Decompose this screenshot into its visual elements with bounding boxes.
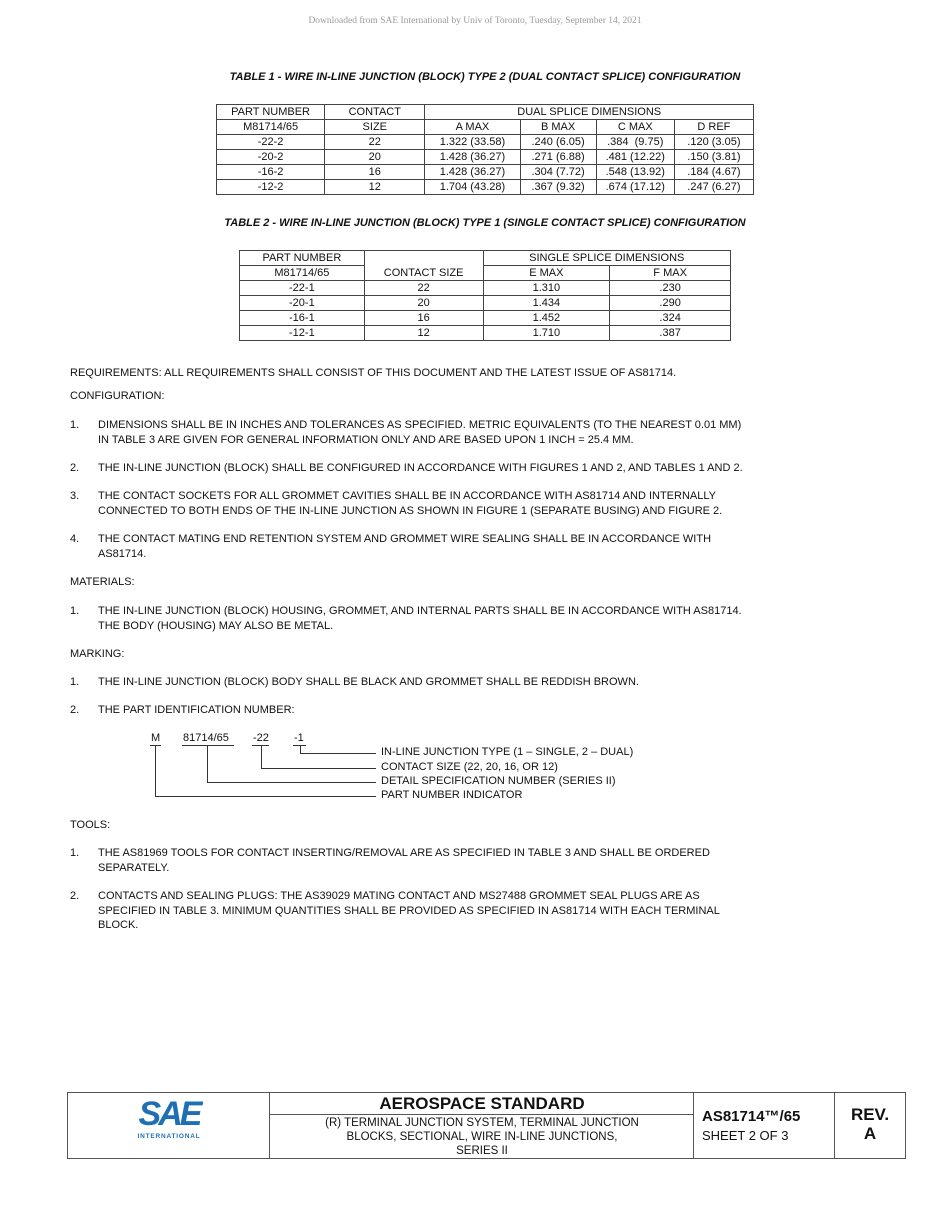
materials-heading: MATERIALS: — [70, 576, 135, 588]
config-item-1-line-2: IN TABLE 3 ARE GIVEN FOR GENERAL INFORMATION ONLY AND ARE BASED UPON 1 INCH = 25.4 MM. — [98, 433, 634, 446]
table1-header-contact-size: SIZE — [325, 120, 425, 135]
table-cell: 12 — [364, 326, 483, 341]
document-number: AS81714™/65 — [702, 1108, 801, 1125]
table-cell: -16-1 — [240, 311, 365, 326]
config-item-3 — [98, 489, 858, 518]
requirements-text: REQUIREMENTS: ALL REQUIREMENTS SHALL CONSIST OF THIS DOCUMENT AND THE LATEST ISSUE OF AS81714. — [70, 367, 677, 379]
description-line-3: SERIES II — [456, 1145, 508, 1157]
configuration-heading: CONFIGURATION: — [70, 390, 165, 402]
table-cell: .384 (9.75) — [596, 135, 674, 150]
sae-logo-subtext: INTERNATIONAL — [137, 1133, 201, 1140]
leader-line-spec — [207, 745, 208, 782]
table-cell: 1.428 (36.27) — [425, 165, 520, 180]
tools-item-2-line-2: SPECIFIED IN TABLE 3. MINIMUM QUANTITIES SHALL BE PROVIDED AS SPECIFIED IN AS81714 WITH EACH TERMINAL — [98, 904, 720, 917]
part-id-label-size: CONTACT SIZE (22, 20, 16, OR 12) — [381, 761, 558, 773]
part-id-size: -22 — [253, 732, 269, 744]
leader-line-type — [300, 753, 376, 754]
revision-value: A — [863, 1124, 877, 1143]
tools-item-1-line-1: THE AS81969 TOOLS FOR CONTACT INSERTING/REMOVAL ARE AS SPECIFIED IN TABLE 3 AND SHALL BE ORDERED — [98, 847, 710, 859]
sae-logo — [68, 1093, 270, 1158]
description-line-1: (R) TERMINAL JUNCTION SYSTEM, TERMINAL JUNCTION — [325, 1117, 639, 1129]
description-line-2: BLOCKS, SECTIONAL, WIRE IN-LINE JUNCTIONS, — [346, 1131, 618, 1143]
table-cell: -20-1 — [240, 296, 365, 311]
table-cell: 22 — [364, 281, 483, 296]
config-item-4-line-2: AS81714. — [98, 547, 147, 560]
table1-subheader: C MAX — [596, 120, 674, 135]
table-cell: .290 — [610, 296, 731, 311]
table1-subheader: B MAX — [520, 120, 596, 135]
table1-header-group: DUAL SPLICE DIMENSIONS — [425, 105, 754, 120]
part-id-label-type: IN-LINE JUNCTION TYPE (1 – SINGLE, 2 – DUAL) — [381, 746, 634, 758]
document-number-cell — [694, 1093, 835, 1158]
table2-header-part-number: M81714/65 — [240, 266, 365, 281]
table2 — [239, 250, 731, 341]
document-description — [270, 1116, 694, 1158]
part-id-spec: 81714/65 — [183, 732, 229, 744]
table2-header-contact-size: CONTACT SIZE — [364, 251, 483, 281]
leader-line-size — [261, 768, 376, 769]
config-item-2: THE IN-LINE JUNCTION (BLOCK) SHALL BE CONFIGURED IN ACCORDANCE WITH FIGURES 1 AND 2, AND TABLES 1 AND 2. — [98, 462, 743, 474]
table-cell: .247 (6.27) — [674, 180, 753, 195]
marking-heading: MARKING: — [70, 648, 125, 660]
sae-logo-text: SAE — [138, 1095, 200, 1133]
leader-line-prefix — [155, 745, 156, 796]
download-watermark: Downloaded from SAE International by Univ of Toronto, Tuesday, September 14, 2021 — [308, 16, 642, 26]
table-row — [240, 326, 731, 341]
table1 — [216, 104, 754, 195]
table-cell: 1.434 — [483, 296, 610, 311]
table2-header-group: SINGLE SPLICE DIMENSIONS — [483, 251, 730, 266]
table-cell: .304 (7.72) — [520, 165, 596, 180]
part-id-prefix: M — [151, 732, 161, 744]
table-cell: -20-2 — [217, 150, 325, 165]
table-cell: .481 (12.22) — [596, 150, 674, 165]
tools-item-1 — [98, 846, 858, 875]
table2-subheader: E MAX — [483, 266, 610, 281]
config-item-1-number: 1. — [70, 419, 80, 431]
table-cell: 20 — [364, 296, 483, 311]
table-cell: -12-2 — [217, 180, 325, 195]
table-cell: 1.710 — [483, 326, 610, 341]
table1-subheader: D REF — [674, 120, 753, 135]
table-cell: .120 (3.05) — [674, 135, 753, 150]
table-cell: .230 — [610, 281, 731, 296]
title-block — [67, 1092, 906, 1159]
table-row — [240, 296, 731, 311]
table-cell: -22-1 — [240, 281, 365, 296]
leader-line-prefix — [155, 796, 376, 797]
table-cell: .150 (3.81) — [674, 150, 753, 165]
marking-item-1-number: 1. — [70, 676, 80, 688]
marking-item-2: THE PART IDENTIFICATION NUMBER: — [98, 704, 295, 716]
config-item-2-number: 2. — [70, 462, 80, 474]
table-cell: 1.428 (36.27) — [425, 150, 520, 165]
table-cell: .674 (17.12) — [596, 180, 674, 195]
table-row — [240, 281, 731, 296]
table2-title: TABLE 2 - WIRE IN-LINE JUNCTION (BLOCK) TYPE 1 (SINGLE CONTACT SPLICE) CONFIGURATION — [224, 217, 746, 229]
part-id-label-prefix: PART NUMBER INDICATOR — [381, 789, 523, 801]
table2-header-part: PART NUMBER — [240, 251, 365, 266]
materials-item-1 — [98, 604, 858, 633]
table-row — [217, 165, 754, 180]
part-id-type: -1 — [294, 732, 304, 744]
part-id-label-spec: DETAIL SPECIFICATION NUMBER (SERIES II) — [381, 775, 616, 787]
revision-label: REV. — [850, 1105, 890, 1124]
config-item-4-number: 4. — [70, 533, 80, 545]
table-cell: .387 — [610, 326, 731, 341]
config-item-3-line-2: CONNECTED TO BOTH ENDS OF THE IN-LINE JUNCTION AS SHOWN IN FIGURE 1 (SEPARATE BUSING) AND FIGURE 2. — [98, 504, 723, 517]
leader-line-spec — [207, 782, 376, 783]
config-item-3-number: 3. — [70, 490, 80, 502]
config-item-4-line-1: THE CONTACT MATING END RETENTION SYSTEM AND GROMMET WIRE SEALING SHALL BE IN ACCORDANCE WITH — [98, 533, 712, 545]
table1-title: TABLE 1 - WIRE IN-LINE JUNCTION (BLOCK) TYPE 2 (DUAL CONTACT SPLICE) CONFIGURATION — [229, 71, 741, 83]
table1-subheader: A MAX — [425, 120, 520, 135]
leader-line-size — [261, 745, 262, 768]
table-cell: -16-2 — [217, 165, 325, 180]
table-cell: -22-2 — [217, 135, 325, 150]
tools-item-1-line-2: SEPARATELY. — [98, 861, 170, 874]
table-cell: .548 (13.92) — [596, 165, 674, 180]
table-cell: -12-1 — [240, 326, 365, 341]
table-row — [217, 180, 754, 195]
table-cell: .271 (6.88) — [520, 150, 596, 165]
table1-header-part-number: M81714/65 — [217, 120, 325, 135]
materials-item-1-number: 1. — [70, 605, 80, 617]
table-cell: 1.310 — [483, 281, 610, 296]
table2-subheader: F MAX — [610, 266, 731, 281]
config-item-3-line-1: THE CONTACT SOCKETS FOR ALL GROMMET CAVITIES SHALL BE IN ACCORDANCE WITH AS81714 AND INTERNALLY — [98, 490, 716, 502]
table-cell: 22 — [325, 135, 425, 150]
standard-title: AEROSPACE STANDARD — [270, 1093, 694, 1115]
table1-header-contact: CONTACT — [325, 105, 425, 120]
config-item-1 — [98, 418, 858, 447]
table-cell: 16 — [364, 311, 483, 326]
table-row — [217, 135, 754, 150]
table-cell: 1.452 — [483, 311, 610, 326]
table-cell: 20 — [325, 150, 425, 165]
tools-item-2-line-3: BLOCK. — [98, 919, 139, 931]
table-cell: 1.322 (33.58) — [425, 135, 520, 150]
part-id-underline — [182, 745, 234, 746]
leader-line-type — [300, 745, 301, 753]
table-cell: 1.704 (43.28) — [425, 180, 520, 195]
tools-item-1-number: 1. — [70, 847, 80, 859]
table-cell: .240 (6.05) — [520, 135, 596, 150]
config-item-4 — [98, 532, 858, 561]
table-cell: 12 — [325, 180, 425, 195]
table-cell: .324 — [610, 311, 731, 326]
title-cell — [270, 1093, 694, 1158]
table-cell: .367 (9.32) — [520, 180, 596, 195]
tools-heading: TOOLS: — [70, 819, 111, 831]
materials-item-1-line-1: THE IN-LINE JUNCTION (BLOCK) HOUSING, GROMMET, AND INTERNAL PARTS SHALL BE IN ACCORDANCE WITH AS81714. — [98, 605, 742, 617]
table-row — [217, 150, 754, 165]
sheet-number: SHEET 2 OF 3 — [702, 1128, 789, 1143]
table-cell: .184 (4.67) — [674, 165, 753, 180]
materials-item-1-line-2: THE BODY (HOUSING) MAY ALSO BE METAL. — [98, 619, 334, 632]
config-item-1-line-1: DIMENSIONS SHALL BE IN INCHES AND TOLERANCES AS SPECIFIED. METRIC EQUIVALENTS (TO THE NEAREST 0.01 MM) — [98, 419, 742, 431]
tools-item-2 — [98, 889, 858, 933]
marking-item-1: THE IN-LINE JUNCTION (BLOCK) BODY SHALL BE BLACK AND GROMMET SHALL BE REDDISH BROWN. — [98, 676, 639, 688]
table-cell: 16 — [325, 165, 425, 180]
table-row — [240, 311, 731, 326]
marking-item-2-number: 2. — [70, 704, 80, 716]
tools-item-2-line-1: CONTACTS AND SEALING PLUGS: THE AS39029 MATING CONTACT AND MS27488 GROMMET SEAL PLUGS ARE AS — [98, 890, 700, 902]
tools-item-2-number: 2. — [70, 890, 80, 902]
table1-header-part: PART NUMBER — [217, 105, 325, 120]
revision-cell — [835, 1093, 905, 1158]
